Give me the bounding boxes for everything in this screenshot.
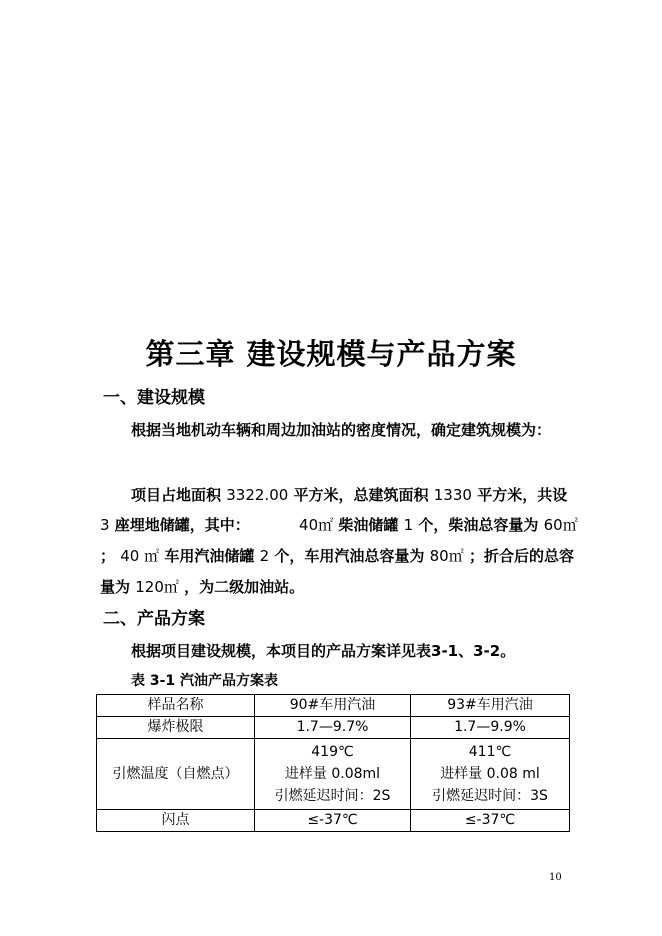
table-caption: 表 3-1 汽油产品方案表 [131,673,279,689]
table-cell: 1.7—9.7% [255,717,411,739]
table-cell [411,739,570,810]
table-cell: 1.7—9.9% [411,717,570,739]
table-cell: ≤-37℃ [255,810,411,832]
table-row [97,739,570,810]
table-header-cell: 93#车用汽油 [411,695,570,717]
table-cell-label: 引燃温度（自燃点） [97,739,255,810]
table-cell: ≤-37℃ [411,810,570,832]
diesel-total: 60㎡ [543,516,578,534]
table-cell-label: 闪点 [97,810,255,832]
line3-c: 个，车用汽油总容量为 [274,547,425,565]
diesel-volume: 40㎡ [299,516,334,534]
section1-intro: 根据当地机动车辆和周边加油站的密度情况，确定建筑规模为： [131,421,552,439]
table-cell-line: 进样量 0.08ml [284,766,381,782]
para-line-4 [100,576,304,597]
para-line-3 [100,545,574,566]
tank-count: 3 [100,516,110,534]
total-capacity: 120㎡ [135,578,179,596]
line3-a: ； [100,547,116,565]
site-area: 3322.00 [226,486,289,504]
para-line-1 [131,484,567,505]
table-row [97,810,570,832]
line3-d: ；折合后的总容 [468,547,574,565]
gasoline-count: 2 [259,547,270,565]
table-cell-label: 爆炸极限 [97,717,255,739]
line2-b: 柴油储罐 [338,516,399,534]
table-header-row [97,695,570,717]
line1-a: 项目占地面积 [131,486,222,504]
line2-c: 个，柴油总容量为 [418,516,539,534]
chapter-title: 第三章 建设规模与产品方案 [145,337,517,371]
table-header-cell: 90#车用汽油 [255,695,411,717]
table-cell-line: 419℃ [311,744,354,760]
gasoline-volume: 40 ㎡ [120,547,160,565]
line1-c: 平方米，共设 [477,486,568,504]
para-line-2 [100,514,578,535]
section2-heading: 二、产品方案 [103,609,205,629]
gasoline-product-table [96,694,570,832]
diesel-count: 1 [403,516,414,534]
section1-heading: 一、建设规模 [103,388,205,408]
table-header-cell: 样品名称 [97,695,255,717]
gasoline-total: 80㎡ [429,547,464,565]
table-cell-line: 进样量 0.08 ml [440,766,540,782]
line3-b: 车用汽油储罐 [164,547,255,565]
table-cell [255,739,411,810]
line4-a: 量为 [100,578,131,596]
building-area: 1330 [433,486,472,504]
table-row [97,717,570,739]
table-cell-line: 411℃ [468,744,512,760]
table-cell-line: 引燃延迟时间：3S [432,788,548,804]
line4-b: ，为二级加油站。 [184,578,305,596]
line1-b: 平方米，总建筑面积 [293,486,429,504]
table-cell-line: 引燃延迟时间：2S [274,788,391,804]
section2-intro: 根据项目建设规模，本项目的产品方案详见表3-1、3-2。 [131,642,516,660]
line2-a: 座埋地储罐，其中： [114,516,250,534]
page-number: 10 [549,872,562,883]
